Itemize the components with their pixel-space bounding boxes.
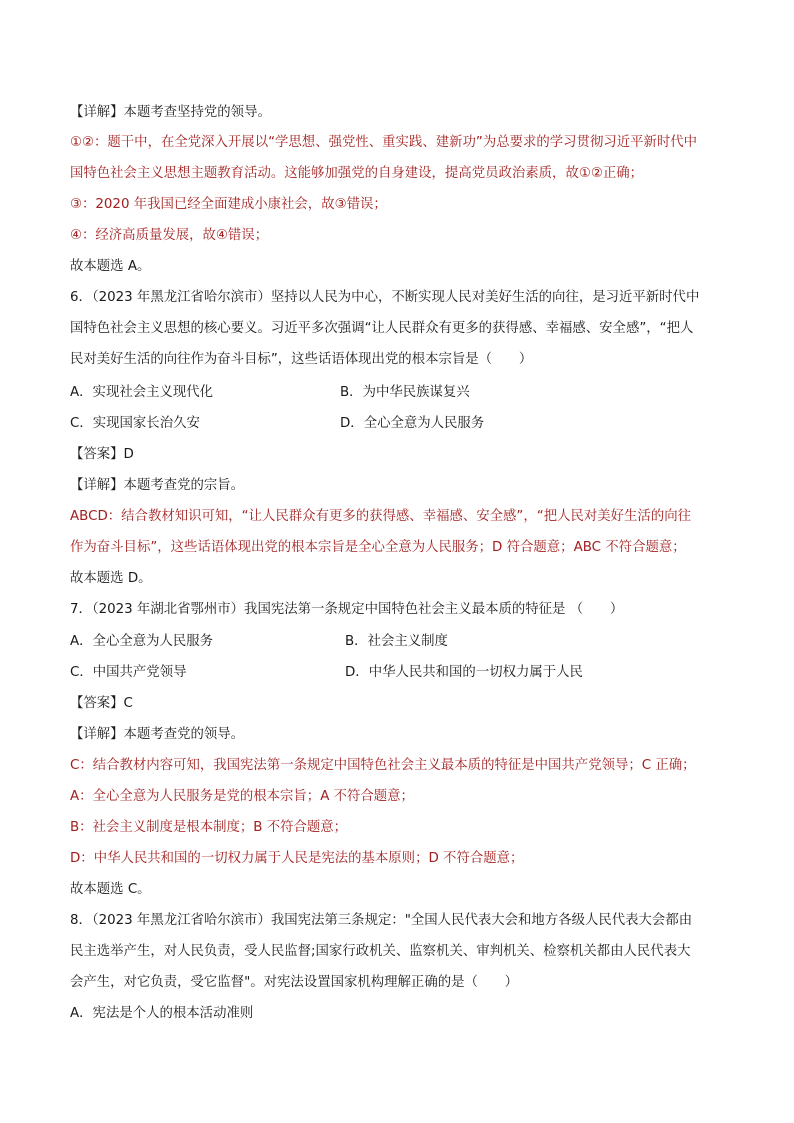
q6-answer: 【答案】D: [70, 447, 134, 462]
q6-analysis-line-1: ABCD：结合教材知识可知，“让人民群众有更多的获得感、幸福感、安全感”，“把人民对美好生活的向往: [70, 509, 691, 524]
q7-option-d: D．中华人民共和国的一切权力属于人民: [345, 665, 583, 680]
q6-conclusion: 故本题选 D。: [70, 571, 152, 586]
q6-stem-line-1: 6．（2023 年黑龙江省哈尔滨市）坚持以人民为中心，不断实现人民对美好生活的向往，是习近平新时代中: [70, 290, 700, 305]
q7-analysis-line-4: D：中华人民共和国的一切权力属于人民是宪法的基本原则；D 不符合题意；: [70, 851, 524, 866]
q6-stem-line-2: 国特色社会主义思想的核心要义。习近平多次强调“让人民群众有更多的获得感、幸福感、安全感”，“把人: [70, 321, 694, 336]
q7-answer: 【答案】C: [70, 696, 133, 711]
q7-detail-heading: 【详解】本题考查党的领导。: [70, 727, 245, 742]
q6-option-b: B．为中华民族谋复兴: [340, 385, 470, 400]
q5-analysis-line-4: ④：经济高质量发展，故④错误；: [70, 228, 269, 243]
q7-option-c: C．中国共产党领导: [70, 665, 187, 680]
q6-option-a: A．实现社会主义现代化: [70, 385, 214, 400]
q5-conclusion: 故本题选 A。: [70, 259, 151, 274]
q6-stem-line-3: 民对美好生活的向往作为奋斗目标”，这些话语体现出党的根本宗旨是（ ）: [70, 352, 533, 367]
q6-option-c: C．实现国家长治久安: [70, 416, 200, 431]
q7-analysis-line-3: B：社会主义制度是根本制度；B 不符合题意；: [70, 820, 348, 835]
q6-detail-heading: 【详解】本题考查党的宗旨。: [70, 478, 245, 493]
q8-option-a: A．宪法是个人的根本活动准则: [70, 1006, 254, 1021]
q5-detail-heading: 【详解】本题考查坚持党的领导。: [70, 105, 271, 120]
q7-analysis-line-1: C：结合教材内容可知，我国宪法第一条规定中国特色社会主义最本质的特征是中国共产党领导；C 正确；: [70, 758, 696, 773]
q8-stem-line-3: 会产生，对它负责，受它监督"。对宪法设置国家机构理解正确的是（ ）: [70, 975, 519, 990]
q7-option-b: B．社会主义制度: [345, 634, 448, 649]
q5-analysis-line-1: ①②：题干中，在全党深入开展以“学思想、强党性、重实践、建新功”为总要求的学习贯彻习近平新时代中: [70, 135, 698, 150]
q5-analysis-line-2: 国特色社会主义思想主题教育活动。这能够加强党的自身建设，提高党员政治素质，故①②正确；: [70, 166, 644, 181]
q6-option-d: D．全心全意为人民服务: [340, 416, 485, 431]
q6-analysis-line-2: 作为奋斗目标”，这些话语体现出党的根本宗旨是全心全意为人民服务；D 符合题意；ABC 不符合题意；: [70, 540, 686, 555]
q7-analysis-line-2: A：全心全意为人民服务是党的根本宗旨；A 不符合题意；: [70, 789, 414, 804]
q5-analysis-line-3: ③：2020 年我国已经全面建成小康社会，故③错误；: [70, 197, 387, 212]
q7-option-a: A．全心全意为人民服务: [70, 634, 214, 649]
q8-stem-line-2: 民主选举产生，对人民负责，受人民监督;国家行政机关、监察机关、审判机关、检察机关都由人民代表大: [70, 944, 691, 959]
q7-stem: 7．（2023 年湖北省鄂州市）我国宪法第一条规定中国特色社会主义最本质的特征是 （ ）: [70, 602, 624, 617]
q7-conclusion: 故本题选 C。: [70, 882, 151, 897]
q8-stem-line-1: 8．（2023 年黑龙江省哈尔滨市）我国宪法第三条规定："全国人民代表大会和地方各级人民代表大会都由: [70, 913, 693, 928]
